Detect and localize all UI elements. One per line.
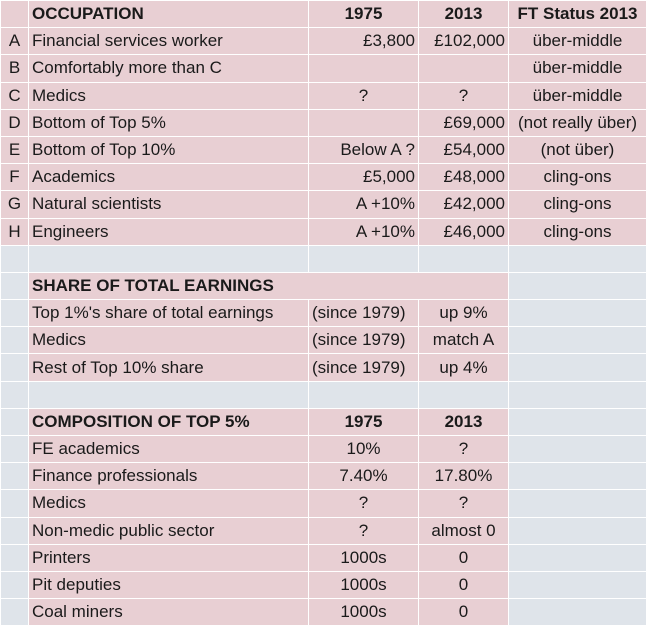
composition-row [1,436,646,463]
letter-header-cell [1,1,29,28]
share-header-row [1,272,646,299]
value-2013: ? [419,82,509,109]
composition-2013: 0 [419,599,509,626]
occupation-name: Bottom of Top 5% [29,109,309,136]
composition-label: Non-medic public sector [29,517,309,544]
row-letter: E [1,136,29,163]
composition-heading: COMPOSITION OF TOP 5% [29,408,309,435]
value-1975: A +10% [309,218,419,245]
occupation-name: Bottom of Top 10% [29,136,309,163]
ft-status: über-middle [509,28,646,55]
composition-row [1,517,646,544]
composition-2013: ? [419,490,509,517]
share-row [1,327,646,354]
composition-label: Coal miners [29,599,309,626]
occupation-name: Financial services worker [29,28,309,55]
composition-1975: ? [309,490,419,517]
composition-row [1,571,646,598]
value-2013: £46,000 [419,218,509,245]
spacer-row [1,381,646,408]
composition-2013: 0 [419,544,509,571]
composition-header-row [1,408,646,435]
occupation-name: Medics [29,82,309,109]
occupation-row [1,191,646,218]
ft-status: cling-ons [509,191,646,218]
value-1975: £3,800 [309,28,419,55]
occupation-header: OCCUPATION [29,1,309,28]
value-1975 [309,109,419,136]
occupation-name: Natural scientists [29,191,309,218]
composition-label: Finance professionals [29,463,309,490]
value-1975: A +10% [309,191,419,218]
composition-1975: 7.40% [309,463,419,490]
occupation-row [1,109,646,136]
composition-label: Printers [29,544,309,571]
value-1975: £5,000 [309,164,419,191]
occupation-header-row [1,1,646,28]
value-1975: ? [309,82,419,109]
composition-1975: 1000s [309,544,419,571]
value-2013: £42,000 [419,191,509,218]
row-letter: B [1,55,29,82]
year-1975-header: 1975 [309,1,419,28]
value-2013: £102,000 [419,28,509,55]
composition-1975-header: 1975 [309,408,419,435]
row-letter: D [1,109,29,136]
row-letter: F [1,164,29,191]
occupation-row [1,82,646,109]
year-2013-header: 2013 [419,1,509,28]
composition-label: Medics [29,490,309,517]
share-change: match A [419,327,509,354]
occupation-name: Academics [29,164,309,191]
occupation-name: Comfortably more than C [29,55,309,82]
value-2013: £54,000 [419,136,509,163]
composition-1975: 1000s [309,571,419,598]
row-letter: G [1,191,29,218]
composition-label: FE academics [29,436,309,463]
occupation-name: Engineers [29,218,309,245]
row-letter: C [1,82,29,109]
composition-2013-header: 2013 [419,408,509,435]
composition-1975: 10% [309,436,419,463]
share-change: up 4% [419,354,509,381]
row-letter: H [1,218,29,245]
composition-2013: almost 0 [419,517,509,544]
share-label: Rest of Top 10% share [29,354,309,381]
ft-status: über-middle [509,82,646,109]
share-period: (since 1979) [309,354,419,381]
spacer-row [1,245,646,272]
share-row [1,300,646,327]
composition-row [1,463,646,490]
ft-status: über-middle [509,55,646,82]
value-2013: £69,000 [419,109,509,136]
composition-row [1,544,646,571]
composition-2013: ? [419,436,509,463]
value-2013 [419,55,509,82]
ft-status: (not über) [509,136,646,163]
share-heading: SHARE OF TOTAL EARNINGS [29,272,509,299]
ft-status: cling-ons [509,218,646,245]
share-label: Medics [29,327,309,354]
composition-row [1,490,646,517]
occupation-row [1,164,646,191]
share-period: (since 1979) [309,327,419,354]
occupation-row [1,55,646,82]
share-change: up 9% [419,300,509,327]
share-period: (since 1979) [309,300,419,327]
value-2013: £48,000 [419,164,509,191]
occupation-row [1,28,646,55]
ft-status: (not really über) [509,109,646,136]
ft-status: cling-ons [509,164,646,191]
composition-2013: 17.80% [419,463,509,490]
composition-2013: 0 [419,571,509,598]
value-1975: Below A ? [309,136,419,163]
ft-status-header: FT Status 2013 [509,1,646,28]
composition-1975: 1000s [309,599,419,626]
composition-row [1,599,646,626]
occupation-row [1,218,646,245]
composition-label: Pit deputies [29,571,309,598]
occupation-row [1,136,646,163]
row-letter: A [1,28,29,55]
composition-1975: ? [309,517,419,544]
share-label: Top 1%'s share of total earnings [29,300,309,327]
share-row [1,354,646,381]
value-1975 [309,55,419,82]
